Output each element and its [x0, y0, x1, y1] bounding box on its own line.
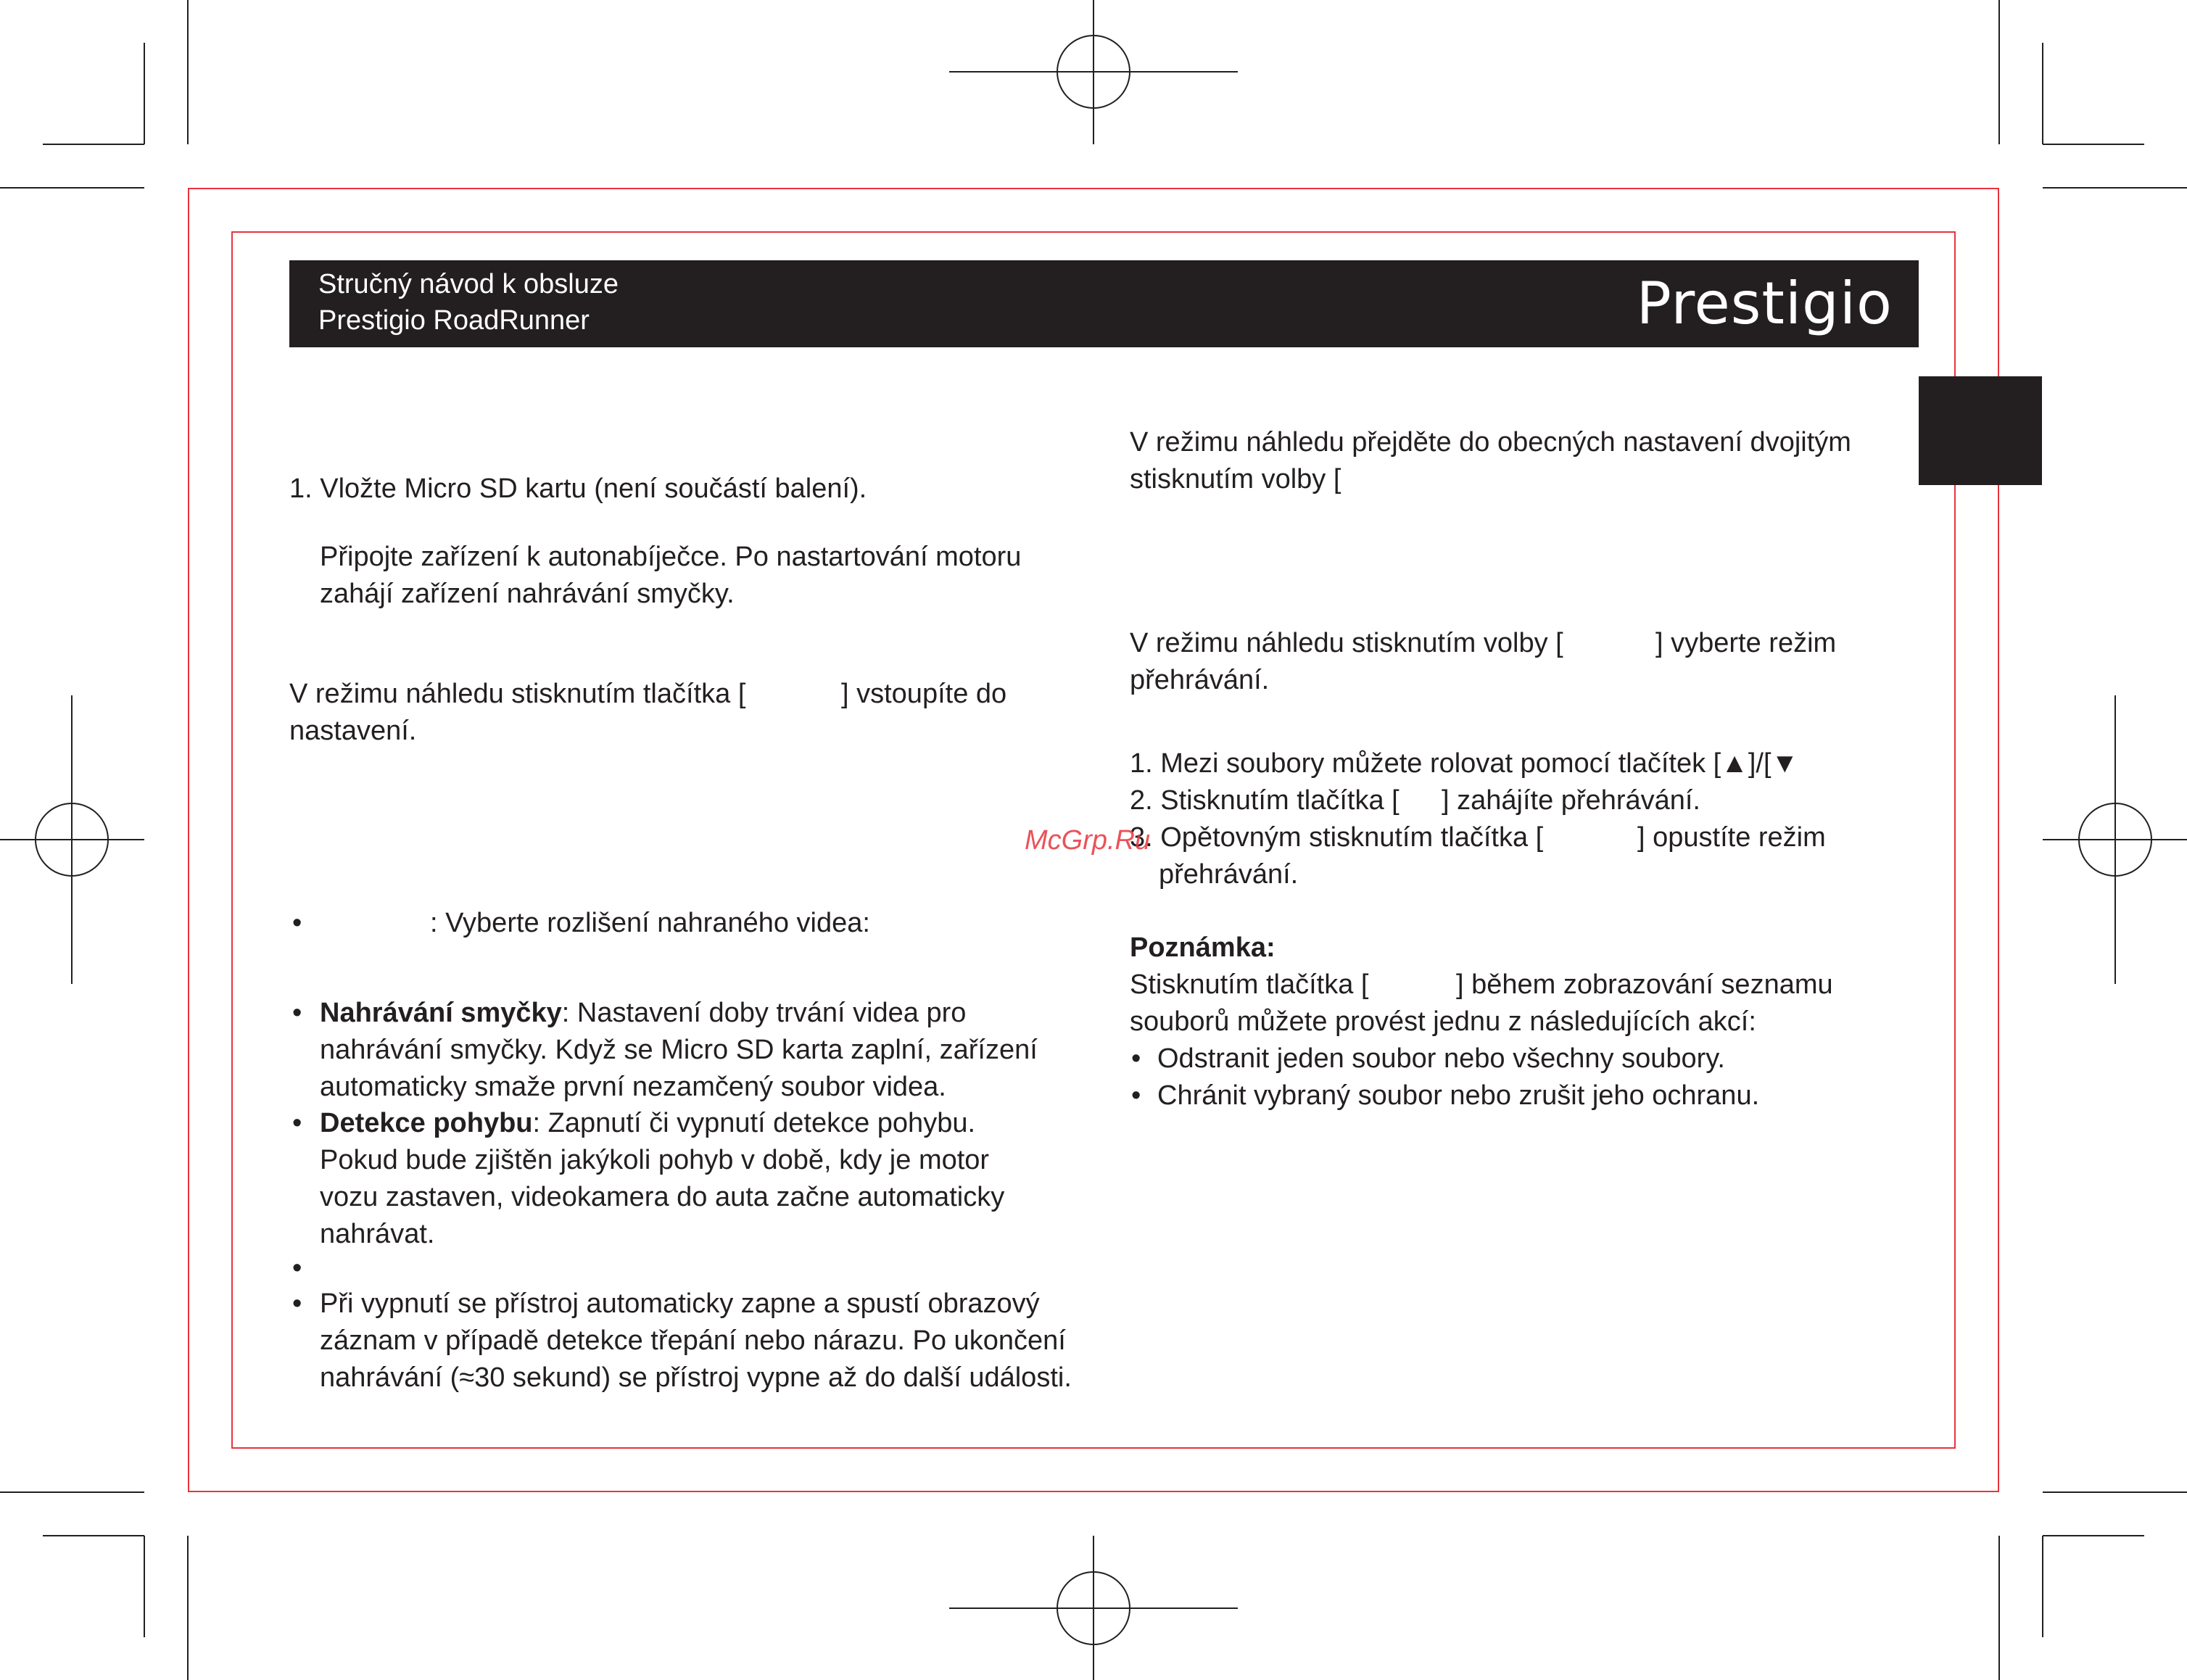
resolution-text: : Vyberte rozlišení nahraného videa: — [430, 908, 870, 938]
parking-mode-line3: nahrávání (≈30 sekund) se přístroj vypne až do další události. — [320, 1362, 1072, 1393]
bullet-dot: • — [292, 908, 302, 938]
motion-detection-line3: vozu zastaven, videokamera do auta začne automaticky — [320, 1182, 1005, 1212]
scroll-files-item: 1. Mezi soubory můžete rolovat pomocí tlačítek [▲]/[▼ — [1130, 748, 1799, 779]
step-insert-card: 1. Vložte Micro SD kartu (není součástí balení). — [289, 473, 867, 504]
motion-detection-line1: : Zapnutí či vypnutí detekce pohybu. — [532, 1108, 976, 1138]
step-connect-line2: zahájí zařízení nahrávání smyčky. — [320, 579, 735, 609]
header-subtitle: Prestigio RoadRunner — [318, 305, 590, 336]
bullet-dot: • — [292, 1253, 302, 1283]
note-text-b: ] během zobrazování seznamu — [1456, 969, 1833, 1000]
playback-text-b: ] vyberte režim — [1655, 628, 1837, 658]
step-connect-line1: Připojte zařízení k autonabíječce. Po nastartování motoru — [320, 542, 1022, 572]
header-title: Stručný návod k obsluze — [318, 269, 619, 299]
parking-mode-line1: Při vypnutí se přístroj automaticky zapne a spustí obrazový — [320, 1288, 1040, 1319]
note-title: Poznámka: — [1130, 932, 1276, 963]
prestigio-logo: Prestigio — [1636, 270, 1893, 337]
start-playback-a: 2. Stisknutím tlačítka [ — [1130, 785, 1400, 816]
playback-text-line2: přehrávání. — [1130, 665, 1270, 695]
watermark: McGrp.Ru — [1025, 825, 1151, 856]
exit-playback-a: 3. Opětovným stisknutím tlačítka [ — [1130, 822, 1544, 853]
loop-recording-line1: : Nastavení doby trvání videa pro — [561, 998, 967, 1028]
general-settings-line2: stisknutím volby [ — [1130, 464, 1341, 495]
header-bar — [289, 260, 1919, 347]
side-tab — [1919, 376, 2042, 485]
bullet-dot: • — [1131, 1080, 1141, 1111]
note-bullet-protect: Chránit vybraný soubor nebo zrušit jeho ochranu. — [1157, 1080, 1760, 1111]
parking-mode-line2: záznam v případě detekce třepání nebo nárazu. Po ukončení — [320, 1325, 1066, 1356]
playback-text-a: V režimu náhledu stisknutím volby [ — [1130, 628, 1563, 658]
bullet-dot: • — [292, 1108, 302, 1138]
loop-recording-title: Nahrávání smyčky — [320, 998, 562, 1028]
loop-recording-line3: automaticky smaže první nezamčený soubor videa. — [320, 1072, 946, 1102]
settings-text-line2: nastavení. — [289, 716, 417, 746]
exit-playback-b: ] opustíte režim — [1637, 822, 1826, 853]
settings-text-a: V režimu náhledu stisknutím tlačítka [ — [289, 679, 746, 709]
loop-recording-item — [320, 995, 966, 1032]
note-text-a: Stisknutím tlačítka [ — [1130, 969, 1369, 1000]
start-playback-b: ] zahájíte přehrávání. — [1442, 785, 1700, 816]
note-text-line2: souborů můžete provést jednu z následujících akcí: — [1130, 1006, 1756, 1037]
note-bullet-delete: Odstranit jeden soubor nebo všechny soubory. — [1157, 1043, 1725, 1074]
loop-recording-line2: nahrávání smyčky. Když se Micro SD karta zaplní, zařízení — [320, 1035, 1038, 1065]
motion-detection-title: Detekce pohybu — [320, 1108, 533, 1138]
motion-detection-line2: Pokud bude zjištěn jakýkoli pohyb v době, kdy je motor — [320, 1145, 990, 1175]
motion-detection-item — [320, 1105, 975, 1142]
settings-text-b: ] vstoupíte do — [841, 679, 1007, 709]
bullet-dot: • — [292, 998, 302, 1028]
general-settings-line1: V režimu náhledu přejděte do obecných nastavení dvojitým — [1130, 427, 1851, 458]
bullet-dot: • — [292, 1288, 302, 1319]
motion-detection-line4: nahrávat. — [320, 1219, 435, 1249]
bullet-dot: • — [1131, 1043, 1141, 1074]
exit-playback-line2: přehrávání. — [1159, 859, 1299, 890]
